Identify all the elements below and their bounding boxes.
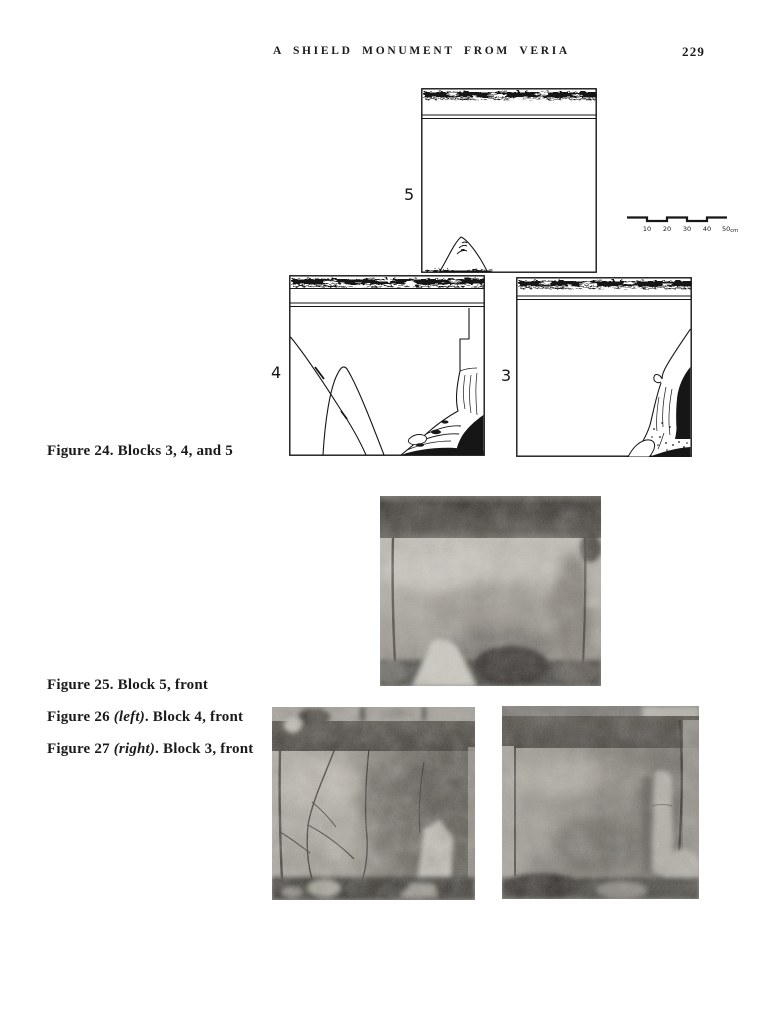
figure24-drawing-block5 (421, 88, 597, 273)
figure25-photo (380, 496, 601, 686)
caption-suffix: Block 5, front (113, 677, 209, 693)
block3-label: 3 (501, 366, 512, 385)
caption-prefix: Figure 26 (47, 709, 114, 725)
caption-suffix: . Block 3, front (155, 741, 254, 757)
figure26-caption (47, 709, 243, 726)
page-number: 229 (682, 44, 706, 59)
scale-label-40: 40 (702, 225, 712, 233)
scale-bar-line (627, 218, 727, 222)
scale-label-20: 20 (662, 225, 672, 233)
figure27-caption (47, 741, 253, 758)
caption-prefix: Figure 25. (47, 677, 114, 693)
caption-prefix: Figure 27 (47, 741, 114, 757)
caption-prefix: Figure 24. (47, 443, 114, 459)
scale-bar (624, 210, 742, 238)
caption-italic: (right) (113, 741, 156, 757)
caption-suffix: Blocks 3, 4, and 5 (113, 443, 233, 459)
caption-suffix: . Block 4, front (144, 709, 244, 725)
figure25-caption (47, 677, 208, 694)
figure24-drawing-block3 (516, 277, 692, 457)
block5-label: 5 (404, 185, 415, 204)
figure24-caption (47, 443, 233, 460)
running-head-title: A SHIELD MONUMENT FROM VERIA (273, 45, 570, 57)
block4-label: 4 (271, 363, 282, 382)
scale-label-30: 30 (682, 225, 692, 233)
caption-italic: (left) (113, 709, 145, 725)
block5-top-band (423, 91, 595, 99)
figure24-drawing-block4 (289, 275, 485, 456)
scale-label-10: 10 (642, 225, 652, 233)
figure27-photo (502, 706, 699, 899)
scale-label-50cm: 50cm (722, 225, 739, 234)
figure26-photo (272, 707, 475, 900)
